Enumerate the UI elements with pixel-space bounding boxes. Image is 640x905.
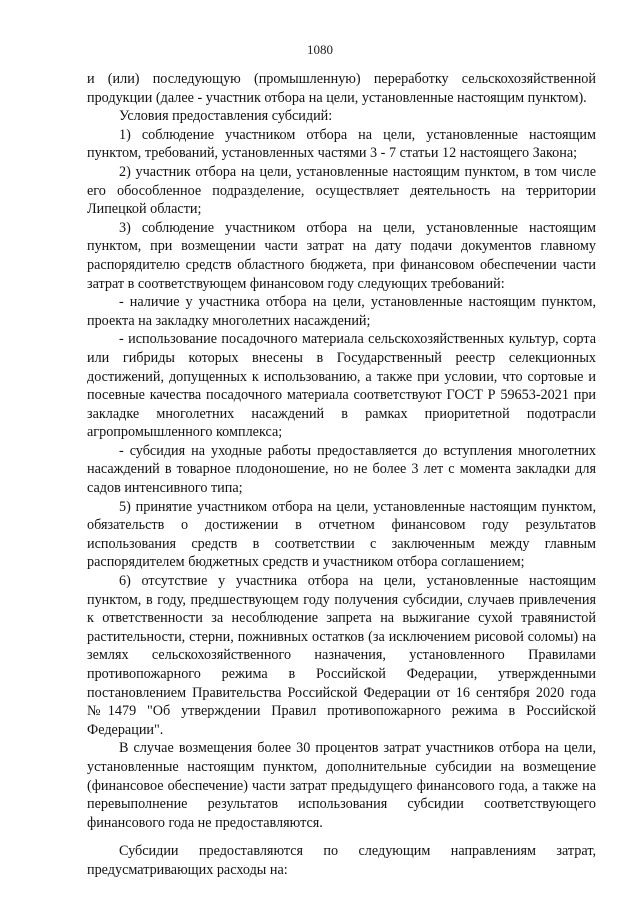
page-number: 1080 [307,42,333,57]
paragraph-reimbursement-limit: В случае возмещения более 30 процентов затрат участников отбора на цели, установленные настоящим пунктом, дополнительные субсидии на возмещение (финансовое обеспечение) части затрат предыдущего финансового года, а также на перевыполнение результатов использования субсидии соответствующего финансового года не предоставляются. [87,740,596,831]
paragraph-expense-directions: Субсидии предоставляются по следующим направлениям затрат, предусматривающих расходы на: [87,843,596,878]
paragraph-requirement-maintenance: - субсидия на уходные работы предоставляется до вступления многолетних насаждений в товарное плодоношение, но не более 3 лет с момента закладки для садов интенсивного типа; [87,442,596,497]
paragraph-continuation: и (или) последующую (промышленную) переработку сельскохозяйственной продукции (далее - участник отбора на цели, установленные настоящим пунктом). [87,71,596,106]
paragraph-condition-2: 2) участник отбора на цели, установленные настоящим пунктом, в том числе его обособленное подразделение, осуществляет деятельность на территории Липецкой области; [87,163,596,218]
paragraph-requirement-project: - наличие у участника отбора на цели, установленные настоящим пунктом, проекта на закладку многолетних насаждений; [87,294,596,329]
document-body [87,70,596,880]
paragraph-condition-5: 5) принятие участником отбора на цели, установленные настоящим пунктом, обязательств о достижении в отчетном финансовом году результатов использования средств в соответствии с заключенным между главным распорядителем бюджетных средств и участником отбора соглашением; [87,498,596,571]
paragraph-condition-6: 6) отсутствие у участника отбора на цели, установленные настоящим пунктом, в году, предшествующем году получения субсидии, случаев привлечения к ответственности за несоблюдение запрета на выжигание сухой травянистой растительности, стерни, пожнивных остатков (за исключением рисовой соломы) на землях сельскохозяйственного назначения, установленного Правилами противопожарного режима в Российской Федерации, утвержденными постановлением Правительства Российской Федерации от 16 сентября 2020 года №1479 "Об утверждении Правил противопожарного режима в Российской Федерации". [87,573,596,738]
paragraph-condition-1: 1) соблюдение участником отбора на цели, установленные настоящим пунктом, требований, установленных частями 3 - 7 статьи 12 настоящего Закона; [87,126,596,162]
paragraph-condition-3: 3) соблюдение участником отбора на цели, установленные настоящим пунктом, при возмещении части затрат на дату подачи документов главному распорядителю средств областного бюджета, при финансовом обеспечении части затрат в соответствующем финансовом году следующих требований: [87,219,596,292]
paragraph-requirement-planting-material: - использование посадочного материала сельскохозяйственных культур, сорта или гибриды которых внесены в Государственный реестр селекционных достижений, допущенных к использованию, а также при условии, что сортовые и посевные качества посадочного материала соответствуют ГОСТ Р 59653-2021 при закладке многолетних насаждений в рамках приоритетной подотрасли агропромышленного комплекса; [87,331,596,441]
paragraph-conditions-heading: Условия предоставления субсидий: [119,108,333,125]
